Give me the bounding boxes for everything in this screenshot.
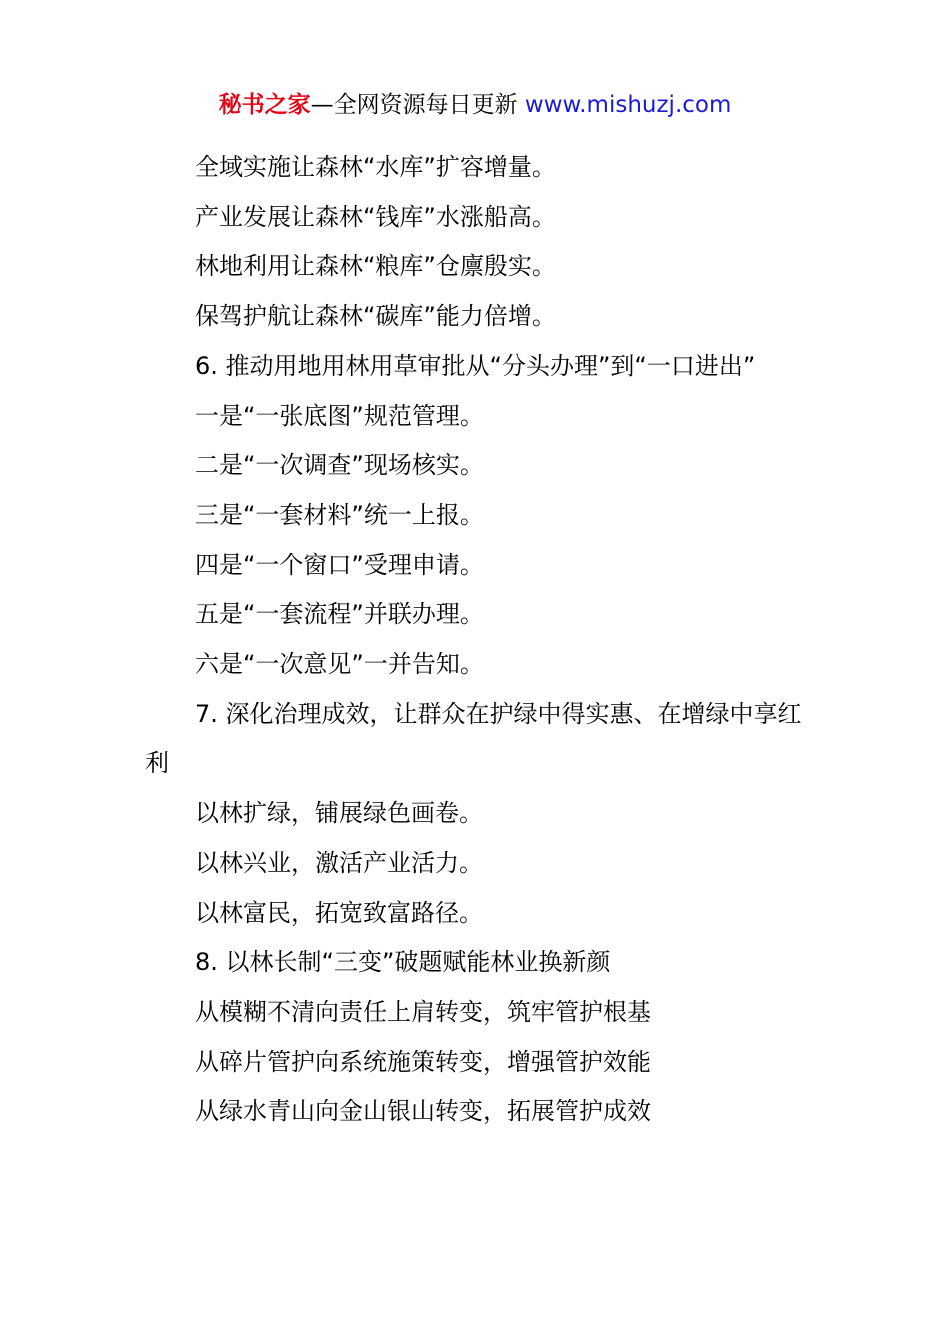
paragraph: 六是“一次意见”一并告知。: [195, 650, 484, 679]
paragraph: 以林扩绿，铺展绿色画卷。: [195, 799, 483, 828]
paragraph: 从模糊不清向责任上肩转变，筑牢管护根基: [195, 997, 651, 1026]
site-url-link[interactable]: www.mishuzj.com: [524, 92, 732, 118]
section-heading-8: 8. 以林长制“三变”破题赋能林业换新颜: [195, 948, 611, 977]
paragraph: 以林兴业，激活产业活力。: [195, 848, 483, 877]
paragraph: 产业发展让森林“钱库”水涨船高。: [195, 202, 556, 231]
document-body: [145, 143, 810, 1137]
paragraph: 保驾护航让森林“碳库”能力倍增。: [195, 302, 556, 331]
paragraph: 三是“一套材料”统一上报。: [195, 500, 484, 529]
site-header: [0, 88, 950, 122]
paragraph: 五是“一套流程”并联办理。: [195, 600, 484, 629]
paragraph: 四是“一个窗口”受理申请。: [195, 550, 484, 579]
paragraph: 以林富民，拓宽致富路径。: [195, 898, 483, 927]
section-heading-6: 6. 推动用地用林用草审批从“分头办理”到“一口进出”: [195, 351, 756, 380]
paragraph: 全域实施让森林“水库”扩容增量。: [195, 153, 556, 181]
paragraph: 林地利用让森林“粮库”仓廪殷实。: [195, 252, 556, 281]
paragraph: 从碎片管护向系统施策转变，增强管护效能: [195, 1047, 651, 1076]
site-slogan: —全网资源每日更新: [310, 92, 518, 118]
paragraph: 从绿水青山向金山银山转变，拓展管护成效: [195, 1097, 651, 1126]
site-brand: 秘书之家: [218, 92, 311, 118]
paragraph: 一是“一张底图”规范管理。: [195, 401, 484, 430]
section-heading-7: 7. 深化治理成效，让群众在护绿中得实惠、在增绿中享红利: [145, 699, 802, 778]
paragraph: 二是“一次调查”现场核实。: [195, 451, 484, 480]
